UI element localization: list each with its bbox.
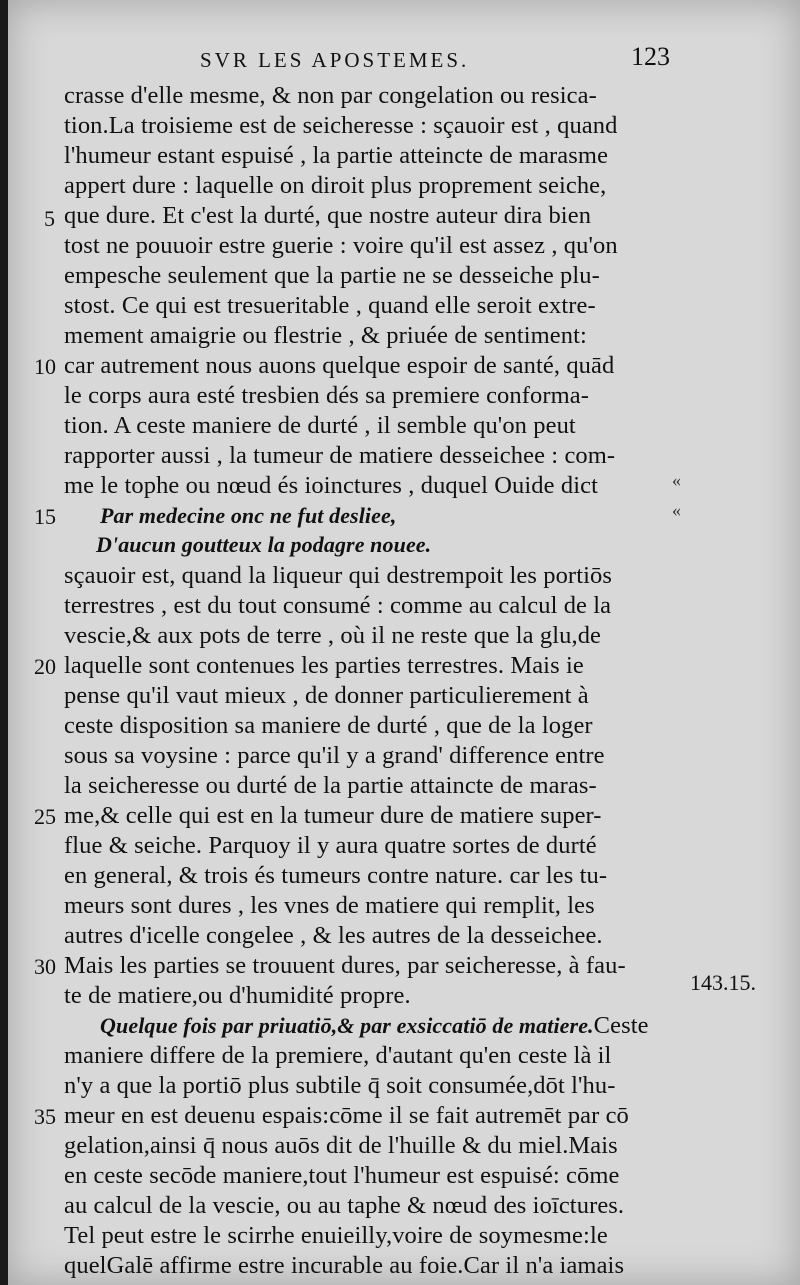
text-line: au calcul de la vescie, ou au taphe & nœud des ioīctures. [64,1192,625,1219]
text-line: appert dure : laquelle on diroit plus proprement seiche, [64,172,607,199]
line-number: 5 [44,206,55,231]
running-head: SVR LES APOSTEMES. [200,48,470,72]
quote-mark: « [672,500,681,520]
text-line: te de matiere,ou d'humidité propre. [64,982,411,1009]
line-number: 30 [34,954,56,979]
text-line: empesche seulement que la partie ne se desseiche plu- [64,262,600,289]
text-line: autres d'icelle congelee , & les autres de la desseichee. [64,922,603,949]
text-line: en general, & trois és tumeurs contre nature. car les tu- [64,862,608,889]
line-number: 25 [34,804,56,829]
quote-mark: « [672,470,681,490]
text-line: en ceste secōde maniere,tout l'humeur est espuisé: cōme [64,1162,620,1189]
lemma-line [100,1012,649,1040]
text-line: tion. A ceste maniere de durté , il semble qu'on peut [64,412,576,439]
line-number: 15 [34,504,56,529]
text-line: que dure. Et c'est la durté, que nostre auteur dira bien [64,202,592,229]
lemma-text: Quelque fois par priuatiō,& par exsiccatiō de matiere. [100,1013,594,1038]
text-line: sçauoir est, quand la liqueur qui destrempoit les portiōs [64,562,612,589]
text-line: me le tophe ou nœud és ioinctures , duquel Ouide dict [64,472,598,499]
text-line: laquelle sont contenues les parties terrestres. Mais ie [64,652,584,679]
text-line: n'y a que la portiō plus subtile q̄ soit consumée,dōt l'hu- [64,1072,616,1099]
text-line: la seicheresse ou durté de la partie attaincte de maras- [64,772,597,799]
verse-line: D'aucun goutteux la podagre nouee. [96,532,432,557]
line-number: 20 [34,654,56,679]
text-line: l'humeur estant espuisé , la partie atteincte de marasme [64,142,609,169]
text-line: crasse d'elle mesme, & non par congelation ou resica- [64,82,597,109]
line-number: 10 [34,354,56,379]
lemma-continuation: Ceste [593,1012,649,1039]
text-line: meur en est deuenu espais:cōme il se fait autremēt par cō [64,1102,629,1129]
line-number: 35 [34,1104,56,1129]
page-gutter [0,0,8,1285]
text-line: car autrement nous auons quelque espoir de santé, quād [64,352,615,379]
text-line: sous sa voysine : parce qu'il y a grand' difference entre [64,742,605,769]
text-line: maniere differe de la premiere, d'autant qu'en ceste là il [64,1042,612,1069]
text-line: Tel peut estre le scirrhe enuieilly,voire de soymesme:le [64,1222,608,1249]
text-line: mement amaigrie ou flestrie , & priuée de sentiment: [64,322,587,349]
text-line: gelation,ainsi q̄ nous auōs dit de l'huille & du miel.Mais [64,1132,618,1159]
text-line: stost. Ce qui est tresueritable , quand elle seroit extre- [64,292,596,319]
text-line: rapporter aussi , la tumeur de matiere desseichee : com- [64,442,616,469]
text-line: quelGalē affirme estre incurable au foie.Car il n'a iamais [64,1252,625,1279]
text-line: vescie,& aux pots de terre , où il ne reste que la glu,de [64,622,602,649]
text-line: Mais les parties se trouuent dures, par seicheresse, à fau- [64,952,626,979]
text-line: pense qu'il vaut mieux , de donner particulierement à [64,682,589,709]
text-line: meurs sont dures , les vnes de matiere qui remplit, les [64,892,595,919]
margin-reference: 143.15. [690,970,756,995]
text-line: tost ne pouuoir estre guerie : voire qu'il est assez , qu'on [64,232,618,259]
text-line: le corps aura esté tresbien dés sa premiere conforma- [64,382,590,409]
text-line: ceste disposition sa maniere de durté , que de la loger [64,712,593,739]
text-line: me,& celle qui est en la tumeur dure de matiere super- [64,802,602,829]
page-header [200,42,670,82]
text-line: terrestres , est du tout consumé : comme au calcul de la [64,592,612,619]
verse-line: Par medecine onc ne fut desliee, [100,503,397,528]
text-line: flue & seiche. Parquoy il y aura quatre sortes de durté [64,832,597,859]
page-number: 123 [631,42,670,71]
text-line: tion.La troisieme est de seicheresse : sçauoir est , quand [64,112,618,139]
